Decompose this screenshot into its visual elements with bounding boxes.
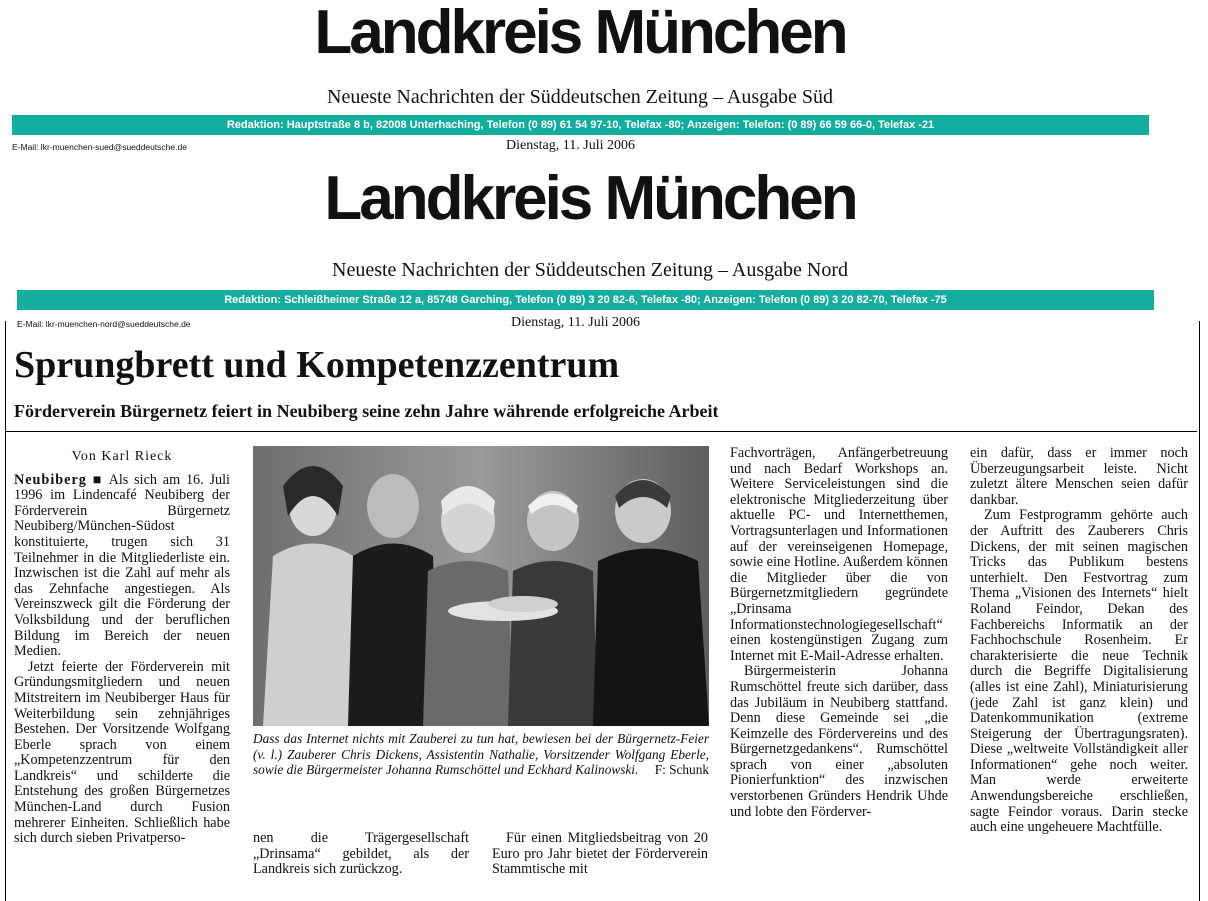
article-paragraph: Fachvorträgen, Anfängerbetreuung und nach Bedarf Workshops an. Weitere Serviceleistungen sind die elektronische Mitgliederzeitung über aktuelle PC- und Internetthemen, Vortragsunterlagen und Informationen auf der vereinseigenen Homepage, sowie eine Hotline. Außerdem können die Mitglieder über die von Bürgernetzmitgliedern gegründete „Drinsama Informationstechnologiegesellschaft“ einen kostengünstigen Zugang zum Internet mit E-Mail-Adresse erhalten.	[730, 445, 948, 664]
caption-text: Dass das Internet nichts mit Zauberei zu tun hat, bewiesen bei der Bürgernetz-Feier (v. l.) Zauberer Chris Dickens, Assistentin Nathalie, Vorsitzender Wolfgang Eberle, sowie die Bürgermeister Johanna Rumschöttel und Eckhard Kalinowski.	[253, 731, 709, 777]
dateline-square-icon: ■	[92, 471, 104, 488]
masthead-south-email: E-Mail: lkr-muenchen-sued@sueddeutsche.de	[12, 142, 187, 152]
masthead-north-date: Dienstag, 11. Juli 2006	[511, 315, 640, 330]
masthead-north-email: E-Mail: lkr-muenchen-nord@sueddeutsche.de	[17, 319, 191, 329]
masthead-north-subtitle: Neueste Nachrichten der Süddeutschen Zeitung – Ausgabe Nord	[332, 259, 848, 281]
article-photo	[253, 446, 709, 726]
article-paragraph: ein dafür, dass er immer noch Überzeugungsarbeit leiste. Nicht zuletzt ältere Menschen seien dafür dankbar.	[970, 445, 1188, 508]
article-column-4	[730, 446, 948, 820]
article-column-5	[970, 446, 1188, 836]
masthead-south-title: Landkreis München	[314, 0, 846, 67]
paragraph-text: Als sich am 16. Juli 1996 im Lindencafé Neubiberg der Förderverein Bürgernetz Neubiberg/München-Südost konstituierte, trugen sich 31 Teilnehmer in die Mitgliederliste ein. Inzwischen ist die Zahl auf mehr als das Zehnfache angestiegen. Als Vereinszweck gilt die Förderung der Volksbildung und der beruflichen Bildung im Bereich der neuen Medien.	[14, 471, 231, 660]
article-column-1	[14, 449, 230, 847]
photo-caption	[253, 731, 709, 778]
masthead-south-subtitle: Neueste Nachrichten der Süddeutschen Zeitung – Ausgabe Süd	[327, 86, 833, 108]
article-paragraph: nen die Trägergesellschaft „Drinsama“ gebildet, als der Landkreis sich zurückzog.	[253, 830, 469, 878]
article-paragraph	[14, 473, 230, 660]
byline: Von Karl Rieck	[71, 449, 173, 464]
dateline: Neubiberg	[14, 471, 87, 488]
photo-credit: F: Schunk	[654, 762, 709, 777]
photo-image	[253, 446, 709, 726]
article-headline: Sprungbrett und Kompetenzzentrum	[14, 344, 620, 386]
headline-divider	[6, 431, 1197, 432]
article-column-2	[253, 831, 469, 878]
masthead-north-contact-bar: Redaktion: Schleißheimer Straße 12 a, 85748 Garching, Telefon (0 89) 3 20 82-6, Telefax -80; Anzeigen: Telefon (0 89) 3 20 82-70, Telefax -75	[17, 290, 1154, 310]
article-column-3	[492, 831, 708, 878]
article-paragraph: Zum Festprogramm gehörte auch der Auftritt des Zauberers Chris Dickens, der mit seinen magischen Tricks das Publikum bestens unterhielt. Den Festvortrag zum Thema „Visionen des Internets“ hielt Roland Feindor, Dekan des Fachbereichs Informatik an der Fachhochschule Rosenheim. Er charakterisierte die neue Technik durch die Begriffe Digitalisierung (alles ist eine Zahl), Miniaturisierung (jede Zahl ist ganz klein) und Datenkommunikation (extreme Steigerung der Übertragungsraten). Diese „weltweite Vollständigkeit aller Informationen“ gehe noch weiter. Man werde erweiterte Anwendungsbereiche erschließen, sagte Feindor voraus. Darin stecke auch eine ungeheuere Machtfülle.	[970, 507, 1188, 836]
masthead-south-contact-bar: Redaktion: Hauptstraße 8 b, 82008 Unterhaching, Telefon (0 89) 61 54 97-10, Telefax -80; Anzeigen: Telefon: (0 89) 66 59 66-0, Telefax -21	[12, 115, 1149, 135]
masthead-north-title: Landkreis München	[324, 164, 856, 233]
article-paragraph: Jetzt feierte der Förderverein mit Gründungsmitgliedern und neuen Mitstreitern im Neubiberger Haus für Weiterbildung sein zehnjähriges Bestehen. Der Vorsitzende Wolfgang Eberle sprach von einem „Kompetenzzentrum für den Landkreis“ und schilderte die Entstehung des großen Bürgernetzes München-Land durch Fusion mehrerer Einheiten. Schließlich habe sich durch sieben Privatperso-	[14, 658, 230, 847]
article-subheadline: Förderverein Bürgernetz feiert in Neubiberg seine zehn Jahre währende erfolgreiche Arbeit	[14, 401, 719, 421]
article-paragraph: Für einen Mitgliedsbeitrag von 20 Euro pro Jahr bietet der Förderverein Stammtische mit	[492, 830, 708, 878]
masthead-south-date: Dienstag, 11. Juli 2006	[506, 138, 635, 153]
article-paragraph: Bürgermeisterin Johanna Rumschöttel freute sich darüber, dass das Jubiläum in Neubiberg stattfand. Denn diese Gemeinde sei „die Keimzelle des Fördervereins und des Bürgernetzgedankens“. Rumschöttel sprach von einer „absoluten Pionierfunktion“ des inzwischen verstorbenen Gründers Hendrik Uhde und lobte den Förderver-	[730, 663, 948, 820]
